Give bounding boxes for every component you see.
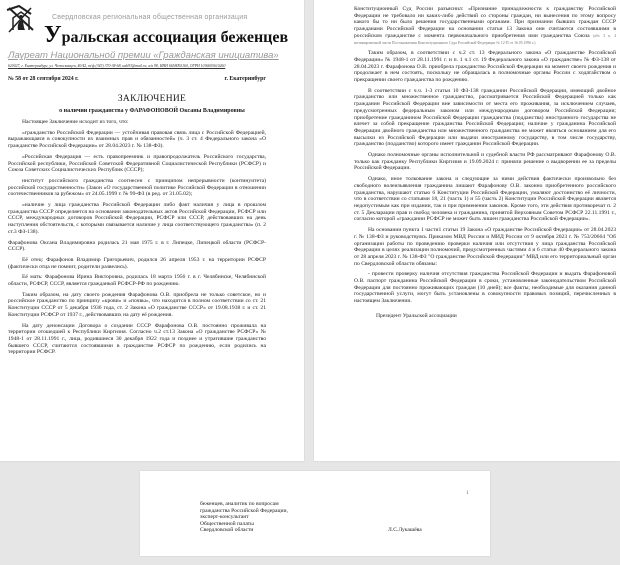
signature-line: гражданства Российской Федерации, — [200, 507, 288, 514]
paragraph: Её мать: Фарафонова Ирина Викторовна, родилась 18 марта 1956 г. в г. Челябинске, Челябинской области, РСФСР, СССР, является гражданкой РСФСР-РФ по рождению. — [8, 274, 266, 288]
document-city: г. Екатеринбург — [224, 76, 266, 82]
page-number: 1 — [466, 491, 469, 496]
paragraph: На основании пункта 1 части1 статьи 19 Закона «О гражданстве Российской Федерации» от 28.04.2023 г. № 138-ФЗ и руководствуясь Приказом МВД России и МИД России от 9 октября 2023 г. № 753/20664 "Об организации работы по проведению проверки наличия или отсутствия у лица гражданства Российской Федерации в целях реализации полномочий, предусмотренных частями 4 и 6 статьи 40 Федерального закона от 28 апреля 2023 г. № 138-ФЗ "О гражданстве Российской Федерации" МВД или его территориальный орган по Свердловской области обязаны: — [354, 227, 616, 267]
paragraph: Однако, иное толкование закона и следующие за ними действия фактически произвольно без свободного волеизъявления гражданина лишают Фарафонову О.В. законно приобретенного российского гражданства, нарушают статью 6 Конституции Российской Федерации, умаляют достоинство её личности, что в соответствии со статьями 18, 21 (часть 1) и 55 (часть 2) Конституции Российской Федерации является недопустимым как при издании, так и при применении законов. Кроме того, эти действия противоречат п. 2 ст. 5 Декларации прав и свобод человека и гражданина, принятой Верховным Советом РСФСР 22.11.1991 г., согласно которой «гражданин РСФСР не может быть лишен гражданства Российской Федерации». — [354, 176, 616, 223]
paragraph: «гражданство Российской Федерации — устойчивая правовая связь лица с Российской Федерацией, выражающаяся в совокупности их взаимных прав и обязанностей» (ч. 3 ст. 4 Федерального закона «О гражданстве Российской Федерации» от 28.04.2023 г. № 138-ФЗ). — [8, 129, 266, 150]
document-page-1 — [0, 0, 304, 461]
signer-name: Л.С.Лукашёва — [388, 527, 422, 533]
paragraph: На дату денонсации Договора о создании СССР Фарафонова О.В. постоянно проживала на территории отошедшей к Республики Киргизия. Согласно ч.2 ст.13 Закона «О гражданстве РСФСР» № 1948-1 от 28.11.1991 г., лица, родившиеся 30 декабря 1922 года и позднее и утратившие гражданство бывшего СССР, считаются состоявшими в гражданстве РСФСР по рождению, если родились на территории РСФСР. — [8, 322, 266, 356]
paragraph: Фарафонова Оксана Владимировна родилась 21 мая 1975 г. в г. Липецке, Липецкой области (РСФСР-СССР). — [8, 239, 266, 253]
brand-rest: ральская ассоциация беженцев — [61, 29, 289, 46]
citation: (абз. 5 п. 4 мотивировочной части Постановления Конституционного Суда Российской Федерации № 12-П от 16.05.1996 г.). — [354, 33, 616, 45]
document-page-2 — [314, 0, 620, 461]
paragraph: Её отец: Фарафонов Владимир Григорьевич, родился 26 апреля 1953 г. на территории РСФСР (фактически отца не помнит, родители развелись). — [8, 256, 266, 270]
document-page-3 — [140, 471, 490, 556]
page1-body — [8, 119, 266, 356]
president-label: Президент Уральской ассоциации — [376, 312, 457, 319]
paragraph: Однако полномочные органы исполнительной и судебной власти РФ рассматривают Фарафонову О.В. только как гражданку Республики Киргизия и 19.09.2024 г. приняли решение о выдворении ее за пределы Российской Федерации. — [354, 152, 616, 172]
paragraph: Таким образом, на дату своего рождения Фарафонова О.В. приобрела не только советское, но и российское гражданство по принципу «крови» и «почвы», что находится в полном соответствии со ст. 21 Конституции СССР от 5 декабря 1936 года, ст. 2 Закона «О гражданстве СССР» от 19.08.1938 г. и ст. 21 Конституции РСФСР от 1937 г., действовавших на дату её рождения. — [8, 291, 266, 318]
signature-line: Свердловской области — [200, 527, 254, 533]
address-line: 620027, г. Екатеринбург, ул. Челюскинцев, 40/42, т/ф (343) 370-38-68, uab93@mail.ru, а/я 98, ИНН 6658092160, ОГРН 1036605610260 — [8, 64, 226, 68]
signature-line: беженцев, аналитик по вопросам — [200, 501, 279, 507]
page2-body — [354, 6, 616, 320]
organization-subtitle: Свердловская региональная общественная организация — [52, 14, 248, 21]
paragraph: институт российского гражданства соотнесен с принципом непрерывности (континуитета) российской государственности» (Закон «О государственной политике Российской Федерации в отношении соотечественников за рубежом» от 24.05.1999 г. № 99-ФЗ (в ред. от 31.05.02); — [8, 177, 266, 198]
paragraph — [354, 6, 616, 46]
brand-initial: У — [44, 22, 62, 48]
paragraph: В соответствии с ч.ч. 1-3 статьи 10 ФЗ-138 гражданин Российской Федерации, имеющий двойное гражданство или множественное гражданство, рассматривается Российской Федерацией только как гражданин Российской Федерации вне зависимости от места его проживания, за исключением случаев, предусмотренных федеральным законом или международным договором Российской Федерации; приобретение гражданином Российской Федерации гражданства (подданства) иностранного государства не влечет за собой прекращение гражданства Российской Федерации; наличие у гражданина Российской Федерации двойного гражданства или множественного гражданства не может являться основанием для его высылки из Российской Федерации или выдачи иностранному государству, в том числе государству, гражданство (подданство) которого имеет гражданин Российской Федерации. — [354, 87, 616, 148]
paragraph: Таким образом, в соответствии с ч.2 ст. 13 Федерального закона «О гражданстве Российской Федерации» № 1948-1 от 28.11.1991 г. и п. 1 ч.1 ст. 19 Федерального закона «О гражданстве» № ФЗ-138 от 28.04.2023 г. Фарафонова О.В. приобрела гражданство Российской Федерации на момент своего рождения и продолжает в нем состоять, поскольку не обращалась в полномочные органы России с ходатайством о прекращении своего гражданства по рождению. — [354, 50, 616, 84]
paragraph: Настоящее Заключение исходит из того, что: — [22, 119, 129, 125]
signature-block — [200, 501, 288, 534]
document-number: № 58 от 28 сентября 2024 г. — [8, 76, 79, 82]
paragraph: «наличие у лица гражданства Российской Федерации либо факт наличия у лица в прошлом гражданства СССР определяется на основании законодательных актов Российской Федерации, РСФСР или СССР, международных договоров Российской Федерации, РСФСР или СССР, действовавших на день наступления обстоятельств, с которыми связывается наличие у лица соответствующего гражданства» (п. 2 ст.3 ФЗ-138). — [8, 202, 266, 235]
document-title: ЗАКЛЮЧЕНИЕ — [117, 94, 187, 104]
organization-name — [44, 22, 288, 49]
document-subtitle: о наличии гражданства у ФАРАФОНОВОЙ Оксаны Владимировны — [59, 108, 245, 114]
paragraph: - провести проверку наличия отсутствия гражданства Российской Федерации и выдать Фарафоновой О.В. паспорт гражданина Российской Федерации в сроки, установленные законодательством Российской Федерации для постоянно проживающих граждан (10 дней); все факты, необходимые для оказания данной государственной услуги, могут быть установлены в совокупности правовых позиций, перечисленных в настоящем Заключении. — [354, 271, 616, 305]
laureate-line: Лауреат Национальной премии «Гражданская инициатива» — [8, 50, 279, 61]
signature-line: Общественной палаты — [200, 520, 254, 527]
document-number-line — [8, 76, 266, 82]
signature-line: эксперт-консультант — [200, 514, 249, 520]
paragraph: «Российская Федерация — есть правопреемник и правопродолжатель Российского государства, Российской республики, Российской Советской Федеративной Социалистической Республики (РСФСР) и Союза Советских Социалистических Республик (СССР); — [8, 153, 266, 174]
court-quote: Конституционный Суд России разъяснил: «Признание принадлежности к гражданству Российской Федерации не требовало ни каких-либо действий со стороны граждан, ни вынесения по этому вопросу какого бы то ни было решения государственными органами. При признании бывших граждан СССР гражданами Российской Федерации на основании статьи 13 Закона они считаются состоявшими в российском гражданстве с момента первоначального приобретения ими гражданства Союза — [354, 6, 616, 39]
organization-logo-icon — [5, 4, 35, 34]
